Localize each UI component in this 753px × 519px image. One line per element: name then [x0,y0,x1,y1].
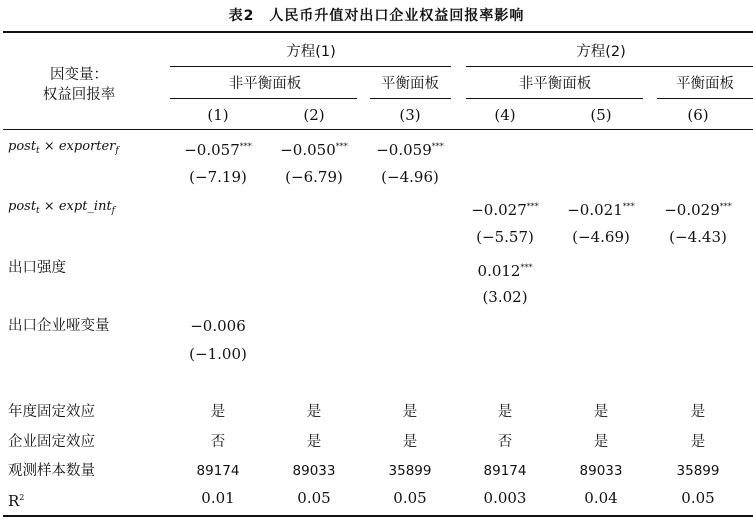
coef-post-expt-int-6: −0.029*** [664,201,732,219]
r2-5: 0.04 [584,489,618,507]
observations-3: 35899 [388,463,432,479]
year-fe-5: 是 [593,404,609,420]
coef-post-exporter-3: −0.059*** [376,141,444,159]
dependent-variable-line1: 因变量： [50,67,108,83]
row-label-exporter-dummy: 出口企业哑变量 [8,318,110,334]
firm-fe-5: 是 [593,434,609,450]
year-fe-3: 是 [402,404,418,420]
column-number-4: (4) [494,106,516,124]
row-label-year-fe: 年度固定效应 [8,404,95,420]
firm-fe-1: 否 [210,434,226,450]
column-number-3: (3) [399,106,421,124]
year-fe-4: 是 [497,404,513,420]
observations-5: 89033 [579,463,623,479]
firm-fe-4: 否 [497,434,513,450]
row-label-post-expt-int: post$_t$ × expt_int$_f$ [8,199,116,216]
panel-header-4: 平衡面板 [676,76,734,92]
row-label-firm-fe: 企业固定效应 [8,434,95,450]
coef-post-exporter-2: −0.050*** [280,141,348,159]
year-fe-6: 是 [690,404,706,420]
panel-header-3: 非平衡面板 [518,76,592,92]
firm-fe-6: 是 [690,434,706,450]
panel-header-1: 非平衡面板 [228,76,302,92]
r2-3: 0.05 [393,489,427,507]
coef-post-expt-int-5: −0.021*** [567,201,635,219]
dependent-variable-line2: 权益回报率 [42,87,116,103]
year-fe-2: 是 [306,404,322,420]
bottom-rule [3,515,753,517]
panel-header-2: 平衡面板 [381,76,439,92]
row-label-post-exporter: post$_t$ × exporter$_f$ [8,139,119,156]
column-number-6: (6) [687,106,709,124]
coef-exporter-dummy-1: −0.006 [190,317,246,335]
tstat-post-expt-int-5: (−4.69) [572,228,630,246]
panel-underline-4 [657,98,753,99]
panel-underline-2 [370,98,451,99]
tstat-exporter-dummy-1: (−1.00) [189,345,247,363]
observations-4: 89174 [483,463,527,479]
tstat-post-expt-int-6: (−4.43) [669,228,727,246]
row-label-observations: 观测样本数量 [8,463,95,479]
tstat-post-exporter-3: (−4.96) [381,168,439,186]
column-number-1: (1) [207,106,229,124]
tstat-post-exporter-1: (−7.19) [189,168,247,186]
coef-export-intensity-4: 0.012*** [477,262,533,280]
r2-2: 0.05 [297,489,331,507]
equation-header-1: 方程(1) [286,44,336,60]
observations-6: 35899 [676,463,720,479]
row-label-export-intensity: 出口强度 [8,260,66,276]
r2-1: 0.01 [201,489,235,507]
top-rule [3,31,753,33]
column-number-5: (5) [590,106,612,124]
r2-4: 0.003 [483,489,527,507]
equation-underline-2 [466,66,753,67]
coef-post-expt-int-4: −0.027*** [471,201,539,219]
observations-2: 89033 [292,463,336,479]
r2-6: 0.05 [681,489,715,507]
header-rule [3,129,753,130]
equation-header-2: 方程(2) [576,44,626,60]
year-fe-1: 是 [210,404,226,420]
firm-fe-2: 是 [306,434,322,450]
tstat-export-intensity-4: (3.02) [482,288,528,306]
equation-underline-1 [170,66,451,67]
coef-post-exporter-1: −0.057*** [184,141,252,159]
firm-fe-3: 是 [402,434,418,450]
row-label-r2: $R^2$ [8,492,25,510]
tstat-post-expt-int-4: (−5.57) [476,228,534,246]
observations-1: 89174 [196,463,240,479]
table-title: 表2 人民币升值对出口企业权益回报率影响 [228,8,525,24]
panel-underline-3 [466,98,643,99]
panel-underline-1 [170,98,357,99]
column-number-2: (2) [303,106,325,124]
tstat-post-exporter-2: (−6.79) [285,168,343,186]
